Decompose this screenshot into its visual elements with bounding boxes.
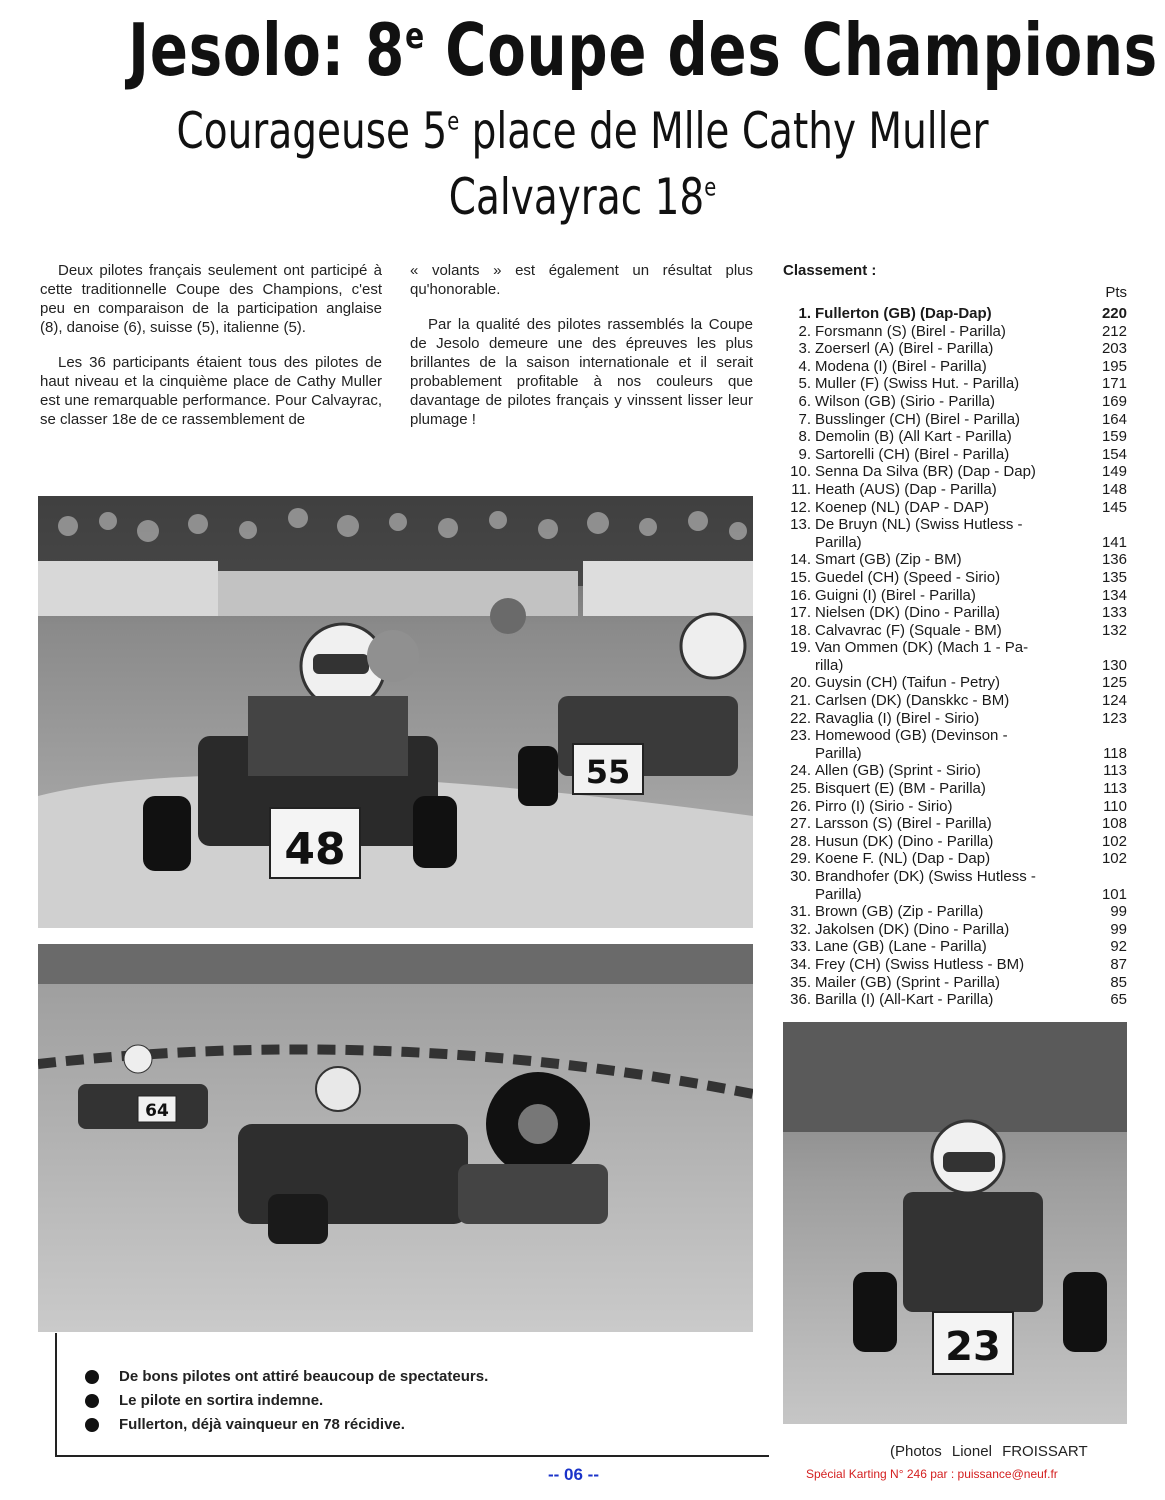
points: 212 [1101,322,1127,340]
rank-number: 20. [790,674,811,692]
driver-entry: Koene F. (NL) (Dap - Dap) [815,850,991,868]
rank-number: 34. [790,955,811,973]
points-header: Pts [1105,284,1127,301]
points [1087,516,1127,534]
caption-fullerton: Fullerton, déjà vainqueur en 78 récidive. [119,1416,405,1433]
driver-entry: Ravaglia (I) (Birel - Sirio) [815,709,980,727]
kart-race-photo [38,496,753,928]
subtitle-muller: Courageuse 5e place de Mlle Cathy Muller [176,102,989,160]
ranking-heading: Classement : [783,262,877,279]
driver-entry: Pirro (I) (Sirio - Sirio) [815,797,953,815]
ranking-row [783,516,1127,534]
fullerton-kart-photo [783,1022,1127,1424]
driver-entry: Modena (I) (Birel - Parilla) [815,357,987,375]
ranking-row [783,622,1127,640]
ranking-row [783,692,1127,710]
caption-crash: Le pilote en sortira indemne. [119,1392,323,1409]
points [1087,639,1127,657]
kart-number-23: 23 [945,1324,1001,1370]
points: 102 [1101,850,1127,868]
driver-entry: Zoerserl (A) (Birel - Parilla) [815,340,994,358]
points: 195 [1101,357,1127,375]
rank-number [783,886,815,904]
driver-entry: Demolin (B) (All Kart - Parilla) [815,428,1012,446]
ranking-row [783,323,1127,341]
ranking-row [783,903,1127,921]
points: 99 [1110,920,1127,938]
page-number: -- 06 -- [548,1465,599,1484]
paragraph: « volants » est également un résultat plus qu'honorable. [410,262,753,298]
points: 136 [1101,551,1127,569]
rank-number: 3. [798,340,811,358]
points: 125 [1101,674,1127,692]
rank-number: 36. [790,991,811,1009]
rank-number: 5. [798,375,811,393]
article-column-2 [410,261,753,445]
driver-entry: Guigni (I) (Birel - Parilla) [815,586,976,604]
driver-entry: Calvavrac (F) (Squale - BM) [815,621,1002,639]
driver-entry: Busslinger (CH) (Birel - Parilla) [815,410,1021,428]
driver-entry: Lane (GB) (Lane - Parilla) [815,938,987,956]
points: 141 [1101,533,1127,551]
ranking-row [783,745,1127,763]
points: 145 [1101,498,1127,516]
bullet-icon [85,1418,99,1432]
ranking-row [783,780,1127,798]
rank-number: 25. [790,780,811,798]
rank-number [783,657,815,675]
driver-entry: Brown (GB) (Zip - Parilla) [815,903,984,921]
points: 108 [1101,815,1127,833]
rank-number: 13. [790,516,811,534]
points: 149 [1101,463,1127,481]
ranking-row [783,710,1127,728]
driver-entry: Van Ommen (DK) (Mach 1 - Pa- [815,639,1029,657]
rank-number: 19. [790,639,811,657]
ranking-row [783,305,1127,323]
subtitle-calvayrac: Calvayrac 18e [448,168,717,226]
ranking-row [783,956,1127,974]
rank-number: 15. [790,568,811,586]
kart-crash-photo [38,944,753,1332]
ranking-row [783,815,1127,833]
ranking-row [783,428,1127,446]
photo-credits: (Photos Lionel FROISSART [890,1443,1088,1460]
driver-entry: Frey (CH) (Swiss Hutless - BM) [815,955,1025,973]
kart-number-64: 64 [145,1101,169,1121]
ranking-row [783,393,1127,411]
points: 203 [1101,340,1127,358]
points: 133 [1101,604,1127,622]
ranking-row [783,446,1127,464]
driver-entry: Guedel (CH) (Speed - Sirio) [815,568,1001,586]
points: 154 [1101,445,1127,463]
rank-number: 4. [798,357,811,375]
points: 164 [1101,410,1127,428]
driver-entry: Barilla (I) (All-Kart - Parilla) [815,991,994,1009]
rank-number: 1. [798,305,811,322]
driver-entry: Brandhofer (DK) (Swiss Hutless - [815,868,1036,885]
ranking-row [783,727,1127,745]
driver-entry: Koenep (NL) (DAP - DAP) [815,498,989,516]
rank-number: 6. [798,392,811,410]
rank-number: 12. [790,498,811,516]
driver-entry: Larsson (S) (Birel - Parilla) [815,815,992,833]
driver-entry: Senna Da Silva (BR) (Dap - Dap) [815,463,1036,481]
kart-number-48: 48 [284,824,346,875]
driver-entry: Parilla) [815,744,862,762]
rank-number: 9. [798,445,811,463]
ranking-row [783,991,1127,1009]
ranking-row [783,587,1127,605]
points: 118 [1103,744,1127,762]
points [1087,727,1127,745]
points: 92 [1110,938,1127,956]
paragraph: Par la qualité des pilotes rassemblés la Coupe de Jesolo demeure une des épreuves les plus brillantes de la saison internationale et il serait probablement profitable à nos couleurs que davantage de pilotes français y vinssent lisser leur plumage ! [410,316,753,428]
rank-number: 17. [790,604,811,622]
photo-fullerton [783,1022,1127,1424]
rank-number [783,534,815,552]
ranking-rows [783,305,1127,1009]
driver-entry: Wilson (GB) (Sirio - Parilla) [815,392,996,410]
points: 132 [1101,621,1127,639]
rank-number: 2. [798,322,811,340]
kart-number-55: 55 [585,753,631,791]
photo-race-start [38,496,753,928]
ranking-row [783,886,1127,904]
ranking-row [783,551,1127,569]
rank-number: 22. [790,709,811,727]
page-title: Jesolo: 8e Coupe des Champions [128,8,1159,92]
points: 159 [1101,428,1127,446]
rank-number: 10. [790,463,811,481]
rank-number: 31. [790,903,811,921]
ranking-row [783,921,1127,939]
ranking-row [783,938,1127,956]
points: 113 [1103,762,1127,780]
points: 85 [1110,973,1127,991]
rank-number: 29. [790,850,811,868]
points: 123 [1101,709,1127,727]
points: 124 [1101,692,1127,710]
driver-entry: Parilla) [815,533,862,551]
points: 113 [1103,780,1127,798]
rank-number: 16. [790,586,811,604]
points: 135 [1101,568,1127,586]
points: 130 [1101,656,1127,674]
driver-entry: Nielsen (DK) (Dino - Parilla) [815,604,1001,622]
driver-entry: Mailer (GB) (Sprint - Parilla) [815,973,1001,991]
points: 65 [1110,991,1127,1009]
rank-number: 26. [790,797,811,815]
photo-crash [38,944,753,1332]
points: 220 [1101,305,1127,322]
ranking-row [783,833,1127,851]
ranking-row [783,375,1127,393]
rank-number: 23. [790,727,811,745]
paragraph: Deux pilotes français seulement ont participé à cette traditionnelle Coupe des Champions, c'est peu en comparaison de la participation anglaise (8), danoise (6), suisse (5), italienne (5). [40,262,382,336]
points: 99 [1110,903,1127,921]
ranking-row [783,639,1127,657]
driver-entry: Homewood (GB) (Devinson - [815,727,1008,745]
driver-entry: Parilla) [815,885,862,903]
bullet-icon [85,1370,99,1384]
ranking-row [783,657,1127,675]
ranking-row [783,868,1127,886]
rank-number: 27. [790,815,811,833]
rank-number: 24. [790,762,811,780]
driver-entry: Sartorelli (CH) (Birel - Parilla) [815,445,1010,463]
rank-number: 7. [798,410,811,428]
ranking-table [783,262,1127,1009]
ranking-row [783,850,1127,868]
driver-entry: Smart (GB) (Zip - BM) [815,551,962,569]
points: 134 [1101,586,1127,604]
driver-entry: Fullerton (GB) (Dap-Dap) [815,305,992,322]
rank-number: 18. [790,621,811,639]
driver-entry: Carlsen (DK) (Danskkc - BM) [815,692,1010,710]
paragraph: Les 36 participants étaient tous des pilotes de haut niveau et la cinquième place de Cathy Muller est une remarquable performance. Pour Calvayrac, se classer 18e de ce rassemblement de [40,354,382,428]
ranking-row [783,499,1127,517]
points: 87 [1110,955,1127,973]
rank-number: 33. [790,938,811,956]
driver-entry: Guysin (CH) (Taifun - Petry) [815,674,1001,692]
ranking-row [783,534,1127,552]
photo-captions [55,1333,769,1457]
ranking-row [783,481,1127,499]
points [1087,868,1127,886]
rank-number: 14. [790,551,811,569]
ranking-row [783,569,1127,587]
ranking-row [783,674,1127,692]
ranking-row [783,463,1127,481]
ranking-row [783,604,1127,622]
driver-entry: Forsmann (S) (Birel - Parilla) [815,322,1006,340]
rank-number: 28. [790,832,811,850]
rank-number: 11. [791,480,811,498]
driver-entry: Heath (AUS) (Dap - Parilla) [815,480,997,498]
ranking-row [783,411,1127,429]
driver-entry: De Bruyn (NL) (Swiss Hutless - [815,516,1023,534]
source-link[interactable]: Spécial Karting N° 246 par : puissance@neuf.fr [806,1467,1058,1481]
ranking-row [783,762,1127,780]
article-column-1 [40,261,382,445]
ranking-row [783,974,1127,992]
ranking-row [783,340,1127,358]
points: 110 [1103,797,1127,815]
points: 102 [1101,832,1127,850]
driver-entry: Jakolsen (DK) (Dino - Parilla) [815,920,1010,938]
points: 169 [1101,392,1127,410]
driver-entry: Allen (GB) (Sprint - Sirio) [815,762,981,780]
rank-number: 32. [790,920,811,938]
points: 171 [1101,375,1127,393]
caption-spectators: De bons pilotes ont attiré beaucoup de spectateurs. [119,1368,488,1385]
rank-number [783,745,815,763]
rank-number: 8. [798,428,811,446]
points: 148 [1101,480,1127,498]
rank-number: 30. [790,868,811,885]
ranking-row [783,798,1127,816]
driver-entry: rilla) [815,656,844,674]
driver-entry: Muller (F) (Swiss Hut. - Parilla) [815,375,1020,393]
rank-number: 35. [790,973,811,991]
rank-number: 21. [790,692,811,710]
bullet-icon [85,1394,99,1408]
points: 101 [1101,885,1127,903]
driver-entry: Bisquert (E) (BM - Parilla) [815,780,986,798]
driver-entry: Husun (DK) (Dino - Parilla) [815,832,994,850]
ranking-row [783,358,1127,376]
